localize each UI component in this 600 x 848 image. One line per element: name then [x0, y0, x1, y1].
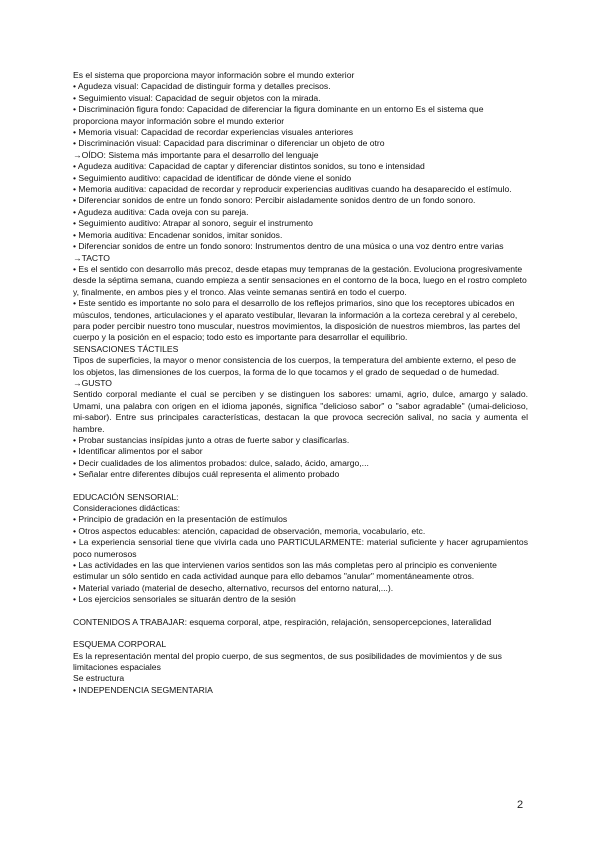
bullet-item: • Agudeza auditiva: Cada oveja con su pareja.: [73, 206, 249, 217]
bullet-item: • Discriminación figura fondo: Capacidad de diferenciar la figura dominante en un entorno Es el sistema que proporciona mayor información sobre el mundo exterior: [73, 104, 484, 126]
bullet-item: • Seguimiento visual: Capacidad de seguir objetos con la mirada.: [73, 92, 321, 103]
bullet-item: • La experiencia sensorial tiene que vivirla cada uno PARTICULARMENTE: material suficiente y hacer agrupamientos poco numerosos: [73, 537, 528, 559]
bullet-item: • Este sentido es importante no solo para el desarrollo de los reflejos primarios, sino que los receptores ubicados en músculos, tendones, articulaciones y el aparato vestibular, llevaran la información a la corteza cerebral y al cerebelo, para poder percibir nuestro tono muscular, nuestros movimientos, la disposición de nuestros miembros, las partes del cuerpo y la posición en el espacio; todo esto es importante para desarrollar el equilibrio.: [73, 298, 521, 343]
page-number: 2: [517, 799, 524, 811]
section-heading-oido: →OÍDO: Sistema más importante para el desarrollo del lenguaje: [73, 149, 319, 160]
heading-educacion-sensorial: EDUCACIÓN SENSORIAL:: [73, 491, 179, 502]
contenidos-line: CONTENIDOS A TRABAJAR: esquema corporal, atpe, respiración, relajación, sensopercepciones, lateralidad: [73, 616, 492, 627]
bullet-item: • Decir cualidades de los alimentos probados: dulce, salado, ácido, amargo,...: [73, 457, 369, 468]
spacer: [73, 481, 528, 492]
section-heading-tacto: →TACTO: [73, 252, 110, 263]
bullet-item: • Discriminación visual: Capacidad para discriminar o diferenciar un objeto de otro: [73, 138, 385, 149]
bullet-item: • Memoria visual: Capacidad de recordar experiencias visuales anteriores: [73, 127, 354, 138]
bullet-item: • INDEPENDENCIA SEGMENTARIA: [73, 684, 213, 695]
bullet-item: • Identificar alimentos por el sabor: [73, 446, 203, 457]
text-line: Se estructura: [73, 673, 125, 684]
document-body: [73, 70, 528, 696]
bullet-item: • Seguimiento auditivo: Atrapar al sonoro, seguir el instrumento: [73, 218, 313, 229]
paragraph: Sentido corporal mediante el cual se perciben y se distinguen los sabores: umami, agrio, dulce, amargo y salado. Umami, una palabra con origen en el idioma japonés, significa "delicioso sabor" o "sabor agradable" (umai-delicioso, mi-sabor). Entre sus principales características, destacan la que provoca secreción salival, no sacia y aumenta el hambre.: [73, 389, 528, 434]
bullet-item: • Memoria auditiva: capacidad de recordar y reproducir experiencias auditivas cuando ha desaparecido el estímulo.: [73, 184, 512, 195]
paragraph: Es la representación mental del propio cuerpo, de sus segmentos, de sus posibilidades de movimientos y de sus limitaciones espaciales: [73, 650, 502, 672]
paragraph: Tipos de superficies, la mayor o menor consistencia de los cuerpos, la temperatura del ambiente externo, el peso de los objetos, las dimensiones de los cuerpos, la forma de lo que tocamos y el grado de sequedad o de humedad.: [73, 355, 516, 377]
bullet-item: • Seguimiento auditivo: capacidad de identificar de dónde viene el sonido: [73, 172, 352, 183]
bullet-item: • Otros aspectos educables: atención, capacidad de observación, memoria, vocabulario, etc.: [73, 525, 426, 536]
bullet-item: • Material variado (material de desecho, alternativo, recursos del entorno natural,...).: [73, 582, 394, 593]
bullet-item: • Los ejercicios sensoriales se situarán dentro de la sesión: [73, 594, 296, 605]
bullet-item: • Diferenciar sonidos de entre un fondo sonoro: Instrumentos dentro de una música o una voz dentro entre varias: [73, 241, 504, 252]
bullet-item: • Probar sustancias insípidas junto a otras de fuerte sabor y clasificarlas.: [73, 435, 350, 445]
text-line: Es el sistema que proporciona mayor información sobre el mundo exterior: [73, 70, 355, 80]
heading-esquema-corporal: ESQUEMA CORPORAL: [73, 639, 167, 650]
spacer: [73, 606, 528, 617]
bullet-item: • Principio de gradación en la presentación de estímulos: [73, 514, 288, 525]
bullet-item: • Es el sentido con desarrollo más precoz, desde etapas muy tempranas de la gestación. Evoluciona progresivamente desde la séptima semana, cuando empieza a sentir sensaciones en el contorno de la boca, luego en el rostro completo y, finalmente, en ambos pies y el tronco. Alas veinte semanas sentirá en todo el cuerpo.: [73, 263, 527, 297]
subheading-sensaciones-tactiles: SENSACIONES TÁCTILES: [73, 343, 179, 354]
bullet-item: • Señalar entre diferentes dibujos cuál representa el alimento probado: [73, 469, 340, 480]
bullet-item: • Agudeza visual: Capacidad de distinguir forma y detalles precisos.: [73, 81, 331, 92]
spacer: [73, 628, 528, 639]
section-heading-gusto: →GUSTO: [73, 377, 112, 388]
bullet-item: • Memoria auditiva: Encadenar sonidos, imitar sonidos.: [73, 229, 283, 240]
bullet-item: • Diferenciar sonidos de entre un fondo sonoro: Percibir aisladamente sonidos dentro de un fondo sonoro.: [73, 195, 476, 206]
subheading-consideraciones: Consideraciones didácticas:: [73, 503, 181, 514]
bullet-item: • Agudeza auditiva: Capacidad de captar y diferenciar distintos sonidos, su tono e intensidad: [73, 161, 425, 172]
bullet-item: • Las actividades en las que intervienen varios sentidos son las más completas pero al principio es conveniente estimular un sólo sentido en cada actividad aunque para ello debamos "anular" momentáneamente otros.: [73, 560, 497, 582]
